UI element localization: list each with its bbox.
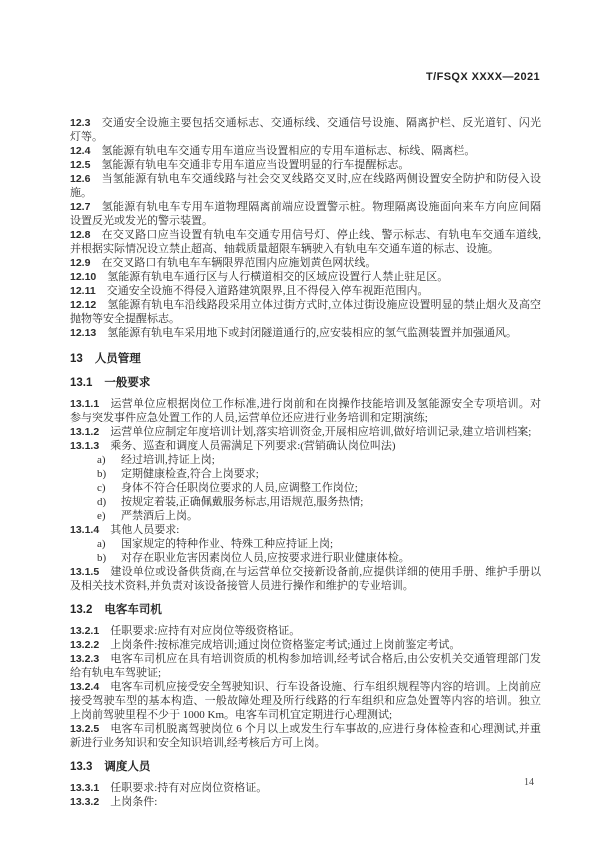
clause-number: 13.2.4 — [70, 681, 100, 693]
clause — [70, 781, 541, 795]
clause-text: 上岗条件:按标准完成培训;通过岗位资格鉴定考试;通过上岗前鉴定考试。 — [110, 639, 461, 651]
clause — [70, 228, 541, 256]
clause-text: 在交叉路口应当设置有轨电车交通专用信号灯、停止线、警示标志、有轨电车交通车道线,并根据实际情况设立禁止超高、轴载质量超限车辆驶入有轨电车交通车道的标志、设施。 — [70, 229, 541, 255]
clause-text: 运营单位应根据岗位工作标准,进行岗前和在岗操作技能培训及氢能源安全专项培训。对参与突发事件应急处置工作的人员,运营单位还应进行业务培训和定期演练; — [70, 398, 541, 424]
clause — [70, 200, 541, 228]
clause-text: 当氢能源有轨电车交通线路与社会交叉线路交叉时,应在线路两侧设置安全防护和防侵入设施。 — [70, 173, 541, 199]
heading-title: 一般要求 — [104, 377, 151, 389]
page-number-value: 14 — [524, 777, 534, 788]
clause — [70, 425, 541, 439]
clause-number: 13.2.2 — [70, 639, 100, 651]
clause-number: 12.5 — [70, 159, 91, 171]
document-body — [70, 116, 541, 809]
clause-number: 13.2.3 — [70, 653, 100, 665]
clause-text: 其他人员要求: — [110, 524, 180, 536]
clause — [70, 722, 541, 750]
list-item-marker: b) — [97, 468, 107, 480]
clause — [70, 680, 541, 722]
heading-number: 13 — [70, 353, 83, 365]
list-item — [70, 509, 541, 523]
clause-text: 氢能源有轨电车交通非专用车道应当设置明显的行车提醒标志。 — [101, 159, 410, 171]
clause — [70, 116, 541, 144]
list-item — [70, 537, 541, 551]
clause — [70, 298, 541, 326]
clause-text: 在交叉路口有轨电车车辆限界范围内应施划黄色网状线。 — [101, 257, 377, 269]
clause — [70, 439, 541, 453]
clause-text: 氢能源有轨电车沿线路段采用立体过街方式时,立体过街设施应设置明显的禁止烟火及高空抛物等安全提醒标志。 — [70, 299, 541, 325]
clause-number: 12.13 — [70, 327, 97, 339]
clause — [70, 652, 541, 680]
section-heading — [70, 760, 541, 774]
clause-number: 12.8 — [70, 229, 91, 241]
section-heading — [70, 603, 541, 617]
heading-title: 电客车司机 — [104, 604, 162, 616]
clause-text: 电客车司机脱离驾驶岗位 6 个月以上或发生行车事故的,应进行身体检查和心理测试,并重新进行业务知识和安全知识培训,经考核后方可上岗。 — [70, 723, 541, 749]
clause-number: 13.3.1 — [70, 782, 100, 794]
clause-number: 13.2.5 — [70, 723, 100, 735]
section-heading — [70, 376, 541, 390]
clause-text: 电客车司机应在具有培训资质的机构参加培训,经考试合格后,由公安机关交通管理部门发给有轨电车驾驶证; — [70, 653, 541, 679]
clause-text: 交通安全设施主要包括交通标志、交通标线、交通信号设施、隔离护栏、反光道钉、闪光灯等。 — [70, 117, 541, 143]
clause — [70, 624, 541, 638]
clause-text: 上岗条件: — [110, 796, 158, 808]
list-item-marker: b) — [97, 552, 107, 564]
clause-text: 氢能源有轨电车采用地下或封闭隧道通行的,应安装相应的氢气监测装置并加强通风。 — [107, 327, 518, 339]
list-item — [70, 495, 541, 509]
list-item-text: 身体不符合任职岗位要求的人员,应调整工作岗位; — [121, 482, 358, 494]
clause — [70, 172, 541, 200]
list-item — [70, 481, 541, 495]
list-item — [70, 467, 541, 481]
clause-text: 建设单位或设备供货商,在与运营单位交接新设备前,应提供详细的使用手册、维护手册以及相关技术资料,并负责对该设备接管人员进行操作和维护的专业培训。 — [70, 566, 541, 592]
page-header — [426, 71, 540, 83]
clause-text: 任职要求:持有对应岗位资格证。 — [110, 782, 268, 794]
list-item-marker: c) — [97, 482, 106, 494]
clause-number: 13.2.1 — [70, 625, 100, 637]
clause-number: 12.7 — [70, 201, 91, 213]
list-item-marker: e) — [97, 510, 106, 522]
clause-number: 13.1.2 — [70, 426, 100, 438]
list-item-text: 对存在职业危害因素岗位人员,应按要求进行职业健康体检。 — [121, 552, 410, 564]
clause-number: 13.3.2 — [70, 796, 100, 808]
clause — [70, 270, 541, 284]
page-number — [524, 777, 534, 788]
clause-number: 13.1.4 — [70, 524, 100, 536]
heading-number: 13.3 — [70, 761, 93, 773]
list-item-marker: d) — [97, 496, 107, 508]
clause-number: 12.10 — [70, 271, 97, 283]
list-item — [70, 453, 541, 467]
heading-title: 调度人员 — [104, 761, 151, 773]
clause — [70, 397, 541, 425]
standard-number: T/FSQX XXXX—2021 — [426, 71, 540, 83]
clause — [70, 523, 541, 537]
list-item-text: 按规定着装,正确佩戴服务标志,用语规范,服务热情; — [121, 496, 364, 508]
clause — [70, 256, 541, 270]
list-item-text: 严禁酒后上岗。 — [121, 510, 198, 522]
clause-text: 氢能源有轨电车交通专用车道应当设置相应的专用车道标志、标线、隔离栏。 — [101, 145, 476, 157]
list-item — [70, 551, 541, 565]
clause — [70, 565, 541, 593]
list-item-marker: a) — [97, 538, 106, 550]
heading-number: 13.1 — [70, 377, 93, 389]
clause-text: 任职要求:应持有对应岗位等级资格证。 — [110, 625, 301, 637]
clause-text: 乘务、巡查和调度人员需满足下列要求:(营销确认岗位叫法) — [110, 440, 396, 452]
clause-text: 氢能源有轨电车通行区与人行横道相交的区域应设置行人禁止驻足区。 — [107, 271, 449, 283]
clause — [70, 795, 541, 809]
clause-number: 12.12 — [70, 299, 97, 311]
clause-number: 13.1.1 — [70, 398, 100, 410]
clause-number: 12.11 — [70, 285, 96, 297]
clause-text: 电客车司机应接受安全驾驶知识、行车设备设施、行车组织规程等内容的培训。上岗前应接受驾驶车型的基本构造、一般故障处理及所行线路的行车组织和应急处置等内容的培训。独立上岗前驾驶里程不少于 1000 Km。电客车司机宜定期进行心理测试; — [70, 681, 541, 721]
clause-text: 氢能源有轨电车专用车道物理隔离前端应设置警示桩。物理隔离设施面向来车方向应间隔设置反光或发光的警示装置。 — [70, 201, 541, 227]
clause-number: 12.3 — [70, 117, 91, 129]
clause — [70, 638, 541, 652]
clause-text: 运营单位应制定年度培训计划,落实培训资金,开展相应培训,做好培训记录,建立培训档案; — [110, 426, 532, 438]
list-item-text: 国家规定的特种作业、特殊工种应持证上岗; — [121, 538, 334, 550]
heading-number: 13.2 — [70, 604, 93, 616]
list-item-text: 经过培训,持证上岗; — [121, 454, 215, 466]
clause-number: 12.4 — [70, 145, 91, 157]
heading-title: 人员管理 — [94, 353, 141, 365]
clause — [70, 284, 541, 298]
clause-number: 12.9 — [70, 257, 91, 269]
clause-number: 12.6 — [70, 173, 91, 185]
list-item-marker: a) — [97, 454, 106, 466]
list-item-text: 定期健康检查,符合上岗要求; — [121, 468, 259, 480]
clause-number: 13.1.3 — [70, 440, 100, 452]
clause — [70, 326, 541, 340]
clause-text: 交通安全设施不得侵入道路建筑限界,且不得侵入停车视距范围内。 — [106, 285, 429, 297]
clause — [70, 158, 541, 172]
chapter-heading — [70, 352, 541, 366]
clause — [70, 144, 541, 158]
clause-number: 13.1.5 — [70, 566, 100, 578]
